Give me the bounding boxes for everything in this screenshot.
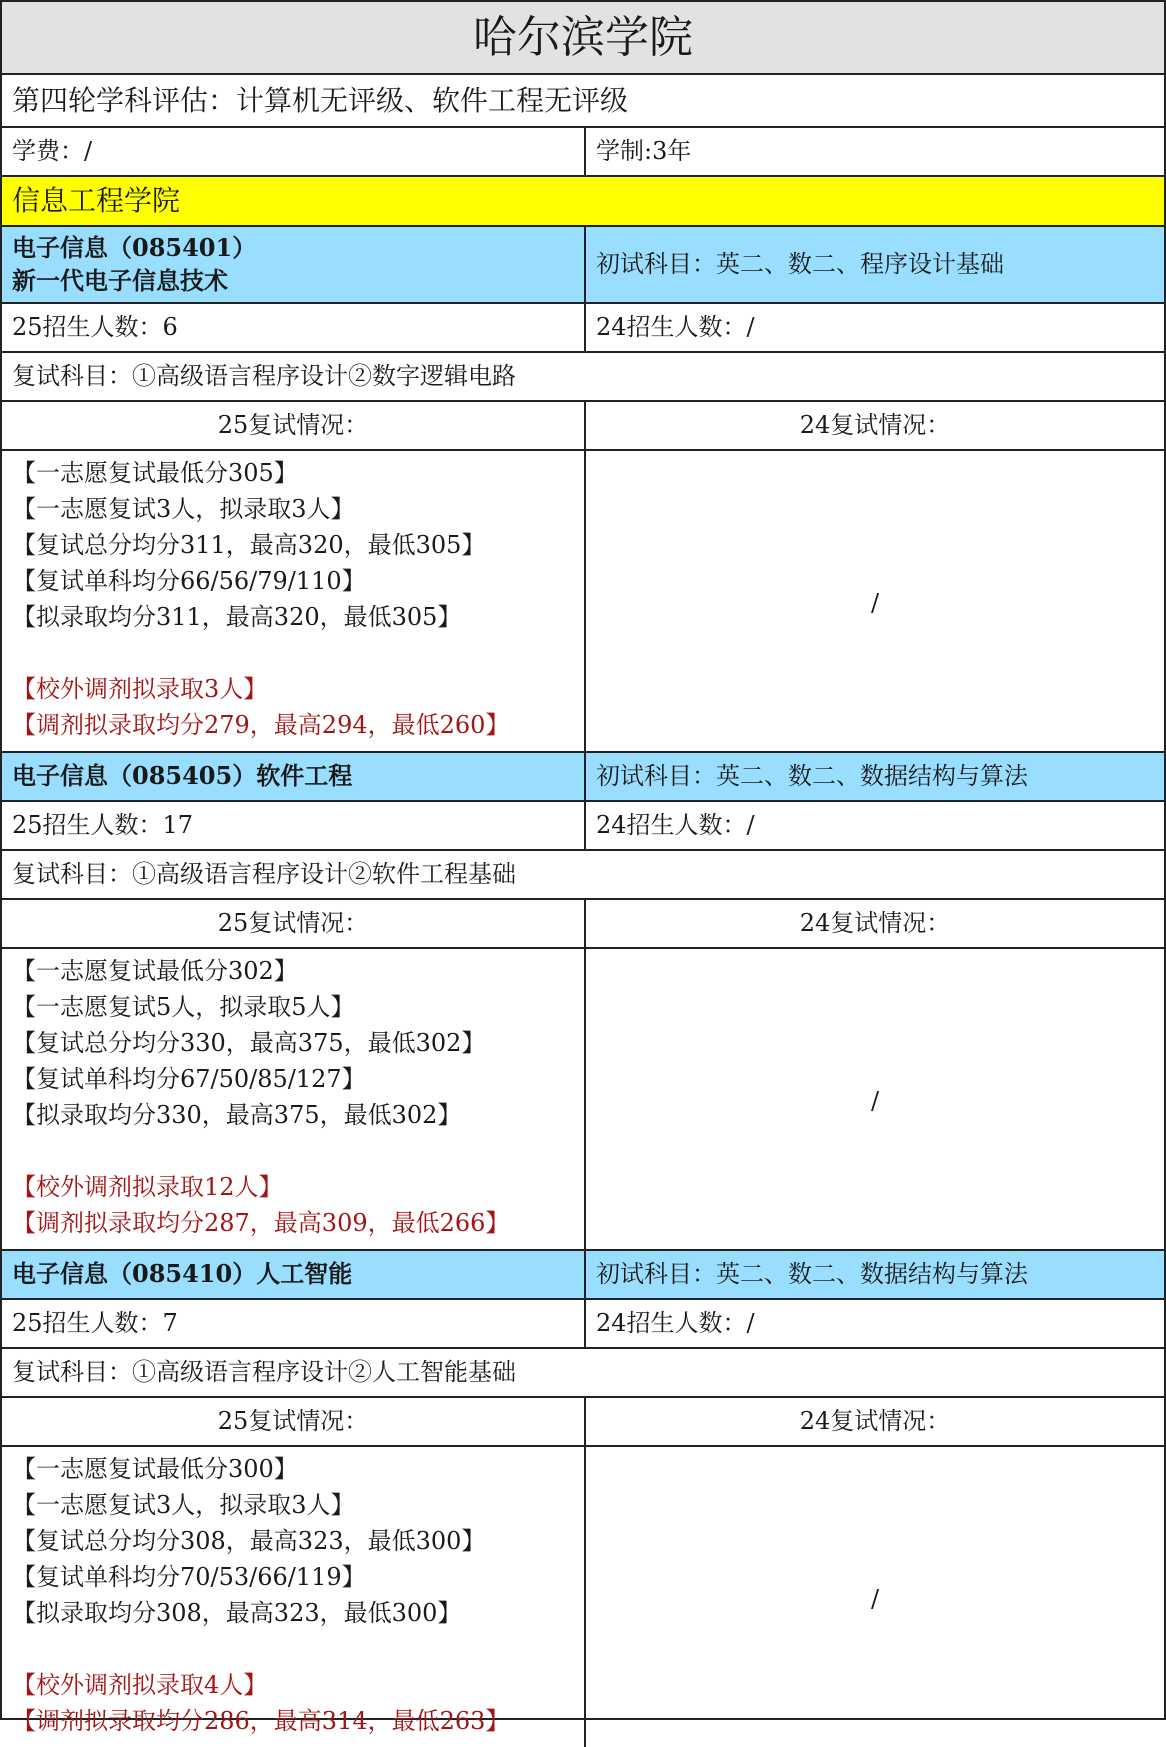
adjust-line: 【调剂拟录取均分287，最高309，最低266】 (12, 1209, 510, 1237)
tuition-row (2, 128, 1164, 177)
adjust-line: 【调剂拟录取均分286，最高314，最低263】 (12, 1707, 510, 1735)
retest-24-header: 24复试情况： (799, 411, 951, 440)
adjust-line: 【校外调剂拟录取12人】 (12, 1173, 283, 1201)
major-header-row (2, 227, 1164, 304)
tuition-cell: 学费：/ (2, 128, 586, 175)
college-row (2, 177, 1164, 227)
detail-line: 【拟录取均分308，最高323，最低300】 (12, 1599, 462, 1627)
detail-line: 【复试单科均分70/53/66/119】 (12, 1563, 366, 1591)
subject-evaluation: 第四轮学科评估：计算机无评级、软件工程无评级 (12, 83, 629, 117)
detail-line: 【复试总分均分311，最高320，最低305】 (12, 531, 486, 559)
detail-line: 【一志愿复试最低分305】 (12, 459, 298, 487)
evaluation-row (2, 75, 1164, 128)
detail-line: 【一志愿复试5人，拟录取5人】 (12, 993, 355, 1021)
detail-line: 【复试单科均分66/56/79/110】 (12, 567, 366, 595)
retest-25-header: 25复试情况： (2, 1398, 586, 1445)
major-name: 电子信息（085405）软件工程 (2, 753, 586, 800)
retest-subjects: 复试科目：①高级语言程序设计②人工智能基础 (12, 1358, 516, 1387)
quota-24: 24招生人数：/ (596, 811, 755, 840)
detail-line: 【复试单科均分67/50/85/127】 (12, 1065, 366, 1093)
retest-25-header: 25复试情况： (2, 402, 586, 449)
retest-24-value: / (870, 588, 880, 617)
retest-detail-row (2, 451, 1164, 753)
spacer (12, 1631, 509, 1667)
detail-line: 【拟录取均分330，最高375，最低302】 (12, 1101, 462, 1129)
prelim-subjects: 初试科目：英二、数二、数据结构与算法 (596, 1260, 1028, 1289)
major-name-line1: 电子信息（085401） (12, 233, 257, 263)
quota-row (2, 1300, 1164, 1349)
retest-25-details (2, 949, 586, 1249)
quota-25: 25招生人数：7 (2, 1300, 586, 1347)
quota-25: 25招生人数：6 (2, 304, 586, 351)
spacer (12, 635, 509, 671)
retest-25-details (2, 1447, 586, 1747)
detail-line: 【复试总分均分308，最高323，最低300】 (12, 1527, 486, 1555)
detail-line: 【拟录取均分311，最高320，最低305】 (12, 603, 462, 631)
prelim-subjects: 初试科目：英二、数二、程序设计基础 (596, 250, 1004, 279)
adjust-line: 【校外调剂拟录取3人】 (12, 675, 268, 703)
retest-subjects-row (2, 353, 1164, 402)
detail-line: 【一志愿复试3人，拟录取3人】 (12, 1491, 355, 1519)
detail-line: 【一志愿复试最低分300】 (12, 1455, 298, 1483)
major-name (2, 227, 586, 302)
quota-24: 24招生人数：/ (596, 313, 755, 342)
title-row (2, 2, 1164, 75)
retest-25-details (2, 451, 586, 751)
major-name-line2: 新一代电子信息技术 (12, 265, 228, 295)
retest-24-value: / (870, 1086, 880, 1115)
quota-24: 24招生人数：/ (596, 1309, 755, 1338)
retest-24-header: 24复试情况： (799, 1407, 951, 1436)
retest-subjects-row (2, 851, 1164, 900)
retest-header-row (2, 1398, 1164, 1447)
retest-subjects-row (2, 1349, 1164, 1398)
retest-detail-row (2, 1447, 1164, 1747)
quota-row (2, 304, 1164, 353)
retest-24-header: 24复试情况： (799, 909, 951, 938)
quota-25: 25招生人数：17 (2, 802, 586, 849)
major-header-row (2, 1251, 1164, 1300)
major-header-row (2, 753, 1164, 802)
spacer (12, 1133, 509, 1169)
adjust-line: 【调剂拟录取均分279，最高294，最低260】 (12, 711, 510, 739)
duration-cell: 学制:3年 (596, 137, 692, 166)
retest-25-header: 25复试情况： (2, 900, 586, 947)
detail-line: 【一志愿复试最低分302】 (12, 957, 298, 985)
detail-line: 【复试总分均分330，最高375，最低302】 (12, 1029, 486, 1057)
retest-header-row (2, 900, 1164, 949)
retest-24-value: / (870, 1584, 880, 1613)
retest-subjects: 复试科目：①高级语言程序设计②数字逻辑电路 (12, 362, 516, 391)
retest-detail-row (2, 949, 1164, 1251)
quota-row (2, 802, 1164, 851)
prelim-subjects: 初试科目：英二、数二、数据结构与算法 (596, 762, 1028, 791)
adjust-line: 【校外调剂拟录取4人】 (12, 1671, 268, 1699)
retest-subjects: 复试科目：①高级语言程序设计②软件工程基础 (12, 860, 516, 889)
college-name: 信息工程学院 (2, 177, 1164, 225)
detail-line: 【一志愿复试3人，拟录取3人】 (12, 495, 355, 523)
retest-header-row (2, 402, 1164, 451)
school-title: 哈尔滨学院 (2, 2, 1164, 73)
major-name: 电子信息（085410）人工智能 (2, 1251, 586, 1298)
